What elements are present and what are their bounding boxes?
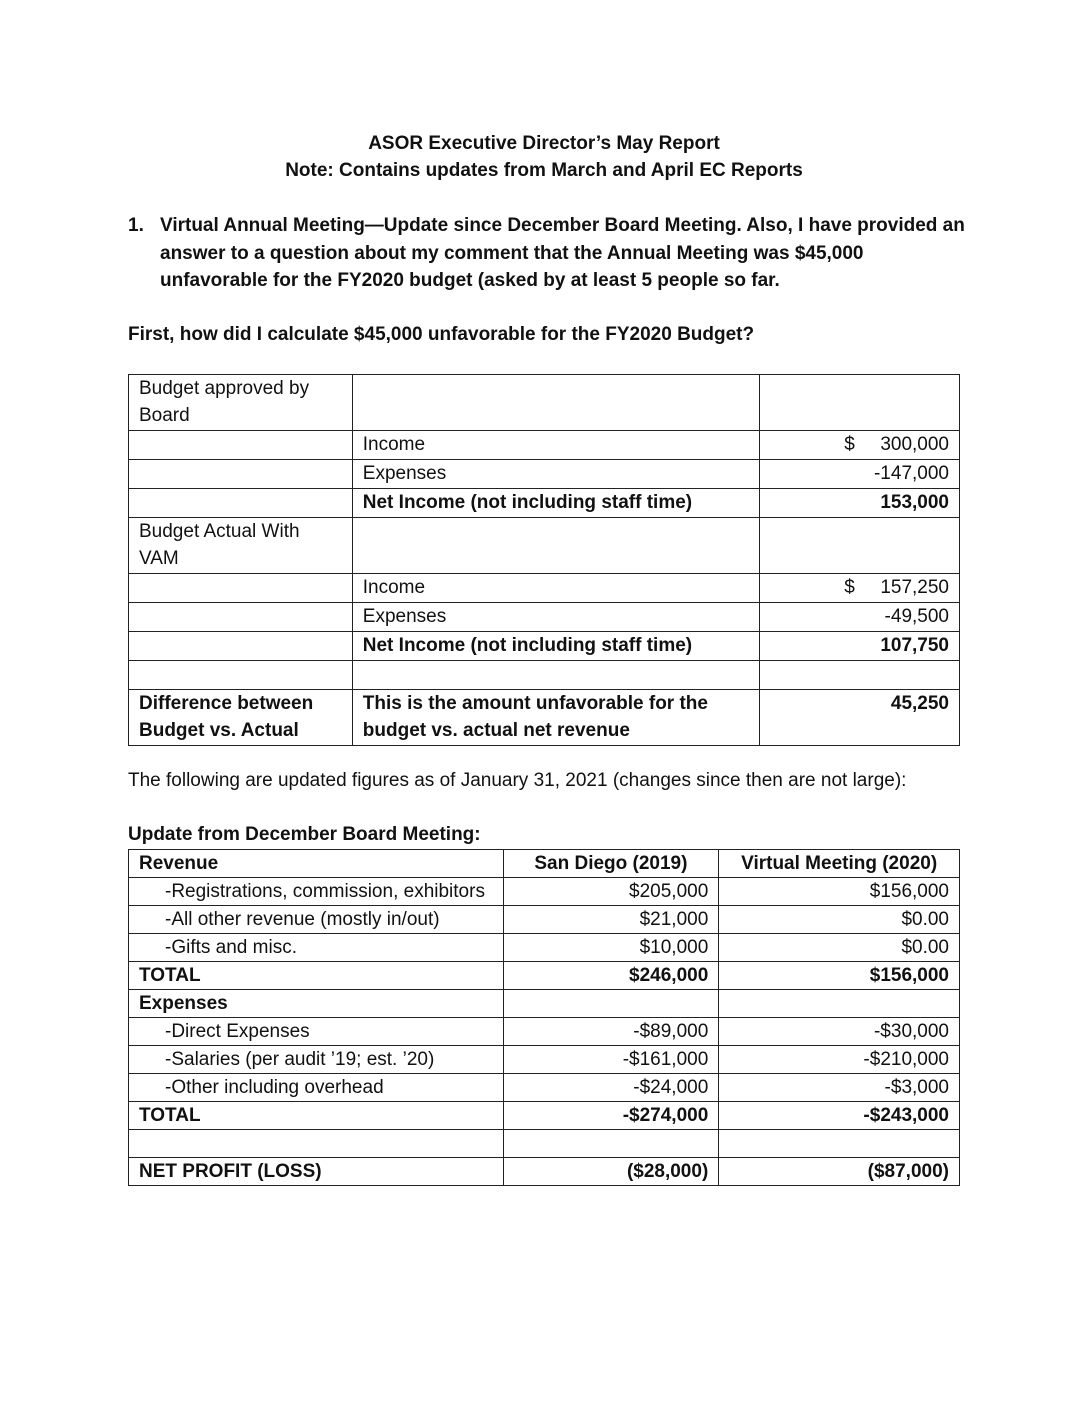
table-cell: 107,750 (760, 632, 960, 661)
table-row (129, 1018, 960, 1046)
table-cell: ($87,000) (719, 1158, 960, 1186)
table-cell: Budget approved by Board (129, 375, 353, 431)
table-cell: Income (352, 431, 759, 460)
table-cell: -Registrations, commission, exhibitors (129, 878, 504, 906)
table-cell: $0.00 (719, 906, 960, 934)
table-cell: -147,000 (760, 460, 960, 489)
table-row (129, 1074, 960, 1102)
table-cell: This is the amount unfavorable for the budget vs. actual net revenue (352, 690, 759, 746)
table-cell (129, 489, 353, 518)
report-title: ASOR Executive Director’s May Report (368, 133, 720, 154)
table-cell (503, 990, 719, 1018)
table-cell (719, 1130, 960, 1158)
table-row (129, 518, 960, 574)
table-row (129, 878, 960, 906)
table-row (129, 1046, 960, 1074)
table-cell (760, 518, 960, 574)
list-number: 1. (128, 215, 144, 236)
report-subtitle: Note: Contains updates from March and April EC Reports (285, 160, 803, 181)
table-cell (760, 661, 960, 690)
table-cell: Difference between Budget vs. Actual (129, 690, 353, 746)
table-row (129, 962, 960, 990)
table-cell (129, 661, 353, 690)
table-cell: $21,000 (503, 906, 719, 934)
paragraph-updated-figures: The following are updated figures as of January 31, 2021 (changes since then are not large): (128, 770, 907, 791)
table-row (129, 990, 960, 1018)
table-cell (129, 574, 353, 603)
table-cell: -$24,000 (503, 1074, 719, 1102)
table-cell (503, 1130, 719, 1158)
table-row (129, 460, 960, 489)
table-cell: 45,250 (760, 690, 960, 746)
budget-calc-table (128, 374, 960, 746)
table-cell: -$210,000 (719, 1046, 960, 1074)
dollar-sign: $ (844, 434, 855, 455)
table-cell: ($28,000) (503, 1158, 719, 1186)
table-cell: -49,500 (760, 603, 960, 632)
table-cell: -$161,000 (503, 1046, 719, 1074)
table-cell (129, 603, 353, 632)
table-cell (760, 375, 960, 431)
table-cell (129, 460, 353, 489)
table-cell: $246,000 (503, 962, 719, 990)
table-row (129, 1130, 960, 1158)
table-cell: Expenses (352, 603, 759, 632)
table-cell: -Other including overhead (129, 1074, 504, 1102)
table-cell (352, 661, 759, 690)
table-row (129, 603, 960, 632)
table-cell: -$3,000 (719, 1074, 960, 1102)
table-row (129, 1158, 960, 1186)
table-cell (760, 574, 960, 603)
table-cell: -$243,000 (719, 1102, 960, 1130)
table-cell: TOTAL (129, 1102, 504, 1130)
table-cell: Net Income (not including staff time) (352, 489, 759, 518)
table-cell (352, 518, 759, 574)
table-row (129, 1102, 960, 1130)
table-cell: Expenses (129, 990, 504, 1018)
table-cell: -Gifts and misc. (129, 934, 504, 962)
table-cell: -Direct Expenses (129, 1018, 504, 1046)
meeting-comparison-table (128, 849, 960, 1186)
table-cell: Expenses (352, 460, 759, 489)
table-cell: Income (352, 574, 759, 603)
table-cell: Budget Actual With VAM (129, 518, 353, 574)
table-cell: TOTAL (129, 962, 504, 990)
table-cell (719, 990, 960, 1018)
column-header: Virtual Meeting (2020) (719, 850, 960, 878)
dollar-sign: $ (844, 577, 855, 598)
table-row (129, 906, 960, 934)
table-cell: NET PROFIT (LOSS) (129, 1158, 504, 1186)
list-item-text: Virtual Annual Meeting—Update since December Board Meeting. Also, I have provided an answer to a question about my comment that the Annual Meeting was $45,000 unfavorable for the FY2020 budget (asked by at least 5 people so far. (160, 215, 965, 291)
table-cell (129, 1130, 504, 1158)
table-cell: 153,000 (760, 489, 960, 518)
table-cell: -$274,000 (503, 1102, 719, 1130)
column-header: Revenue (129, 850, 504, 878)
table-cell: -Salaries (per audit ’19; est. ’20) (129, 1046, 504, 1074)
table-row (129, 690, 960, 746)
table-cell: $205,000 (503, 878, 719, 906)
table-cell: Net Income (not including staff time) (352, 632, 759, 661)
table-cell (129, 632, 353, 661)
table-cell: -All other revenue (mostly in/out) (129, 906, 504, 934)
table-row (129, 574, 960, 603)
amount: 157,250 (880, 577, 949, 598)
table-cell (760, 431, 960, 460)
table-cell: -$89,000 (503, 1018, 719, 1046)
table-row (129, 661, 960, 690)
table-cell: $10,000 (503, 934, 719, 962)
table-row (129, 632, 960, 661)
table-cell: -$30,000 (719, 1018, 960, 1046)
section-heading-calc: First, how did I calculate $45,000 unfavorable for the FY2020 Budget? (128, 324, 755, 345)
table-cell: $0.00 (719, 934, 960, 962)
amount: 300,000 (880, 434, 949, 455)
table-row (129, 934, 960, 962)
table-header-row (129, 850, 960, 878)
section-heading-update: Update from December Board Meeting: (128, 824, 481, 845)
table-cell (129, 431, 353, 460)
table-row (129, 489, 960, 518)
column-header: San Diego (2019) (503, 850, 719, 878)
table-row (129, 431, 960, 460)
table-row (129, 375, 960, 431)
table-cell: $156,000 (719, 962, 960, 990)
table-cell (352, 375, 759, 431)
table-cell: $156,000 (719, 878, 960, 906)
